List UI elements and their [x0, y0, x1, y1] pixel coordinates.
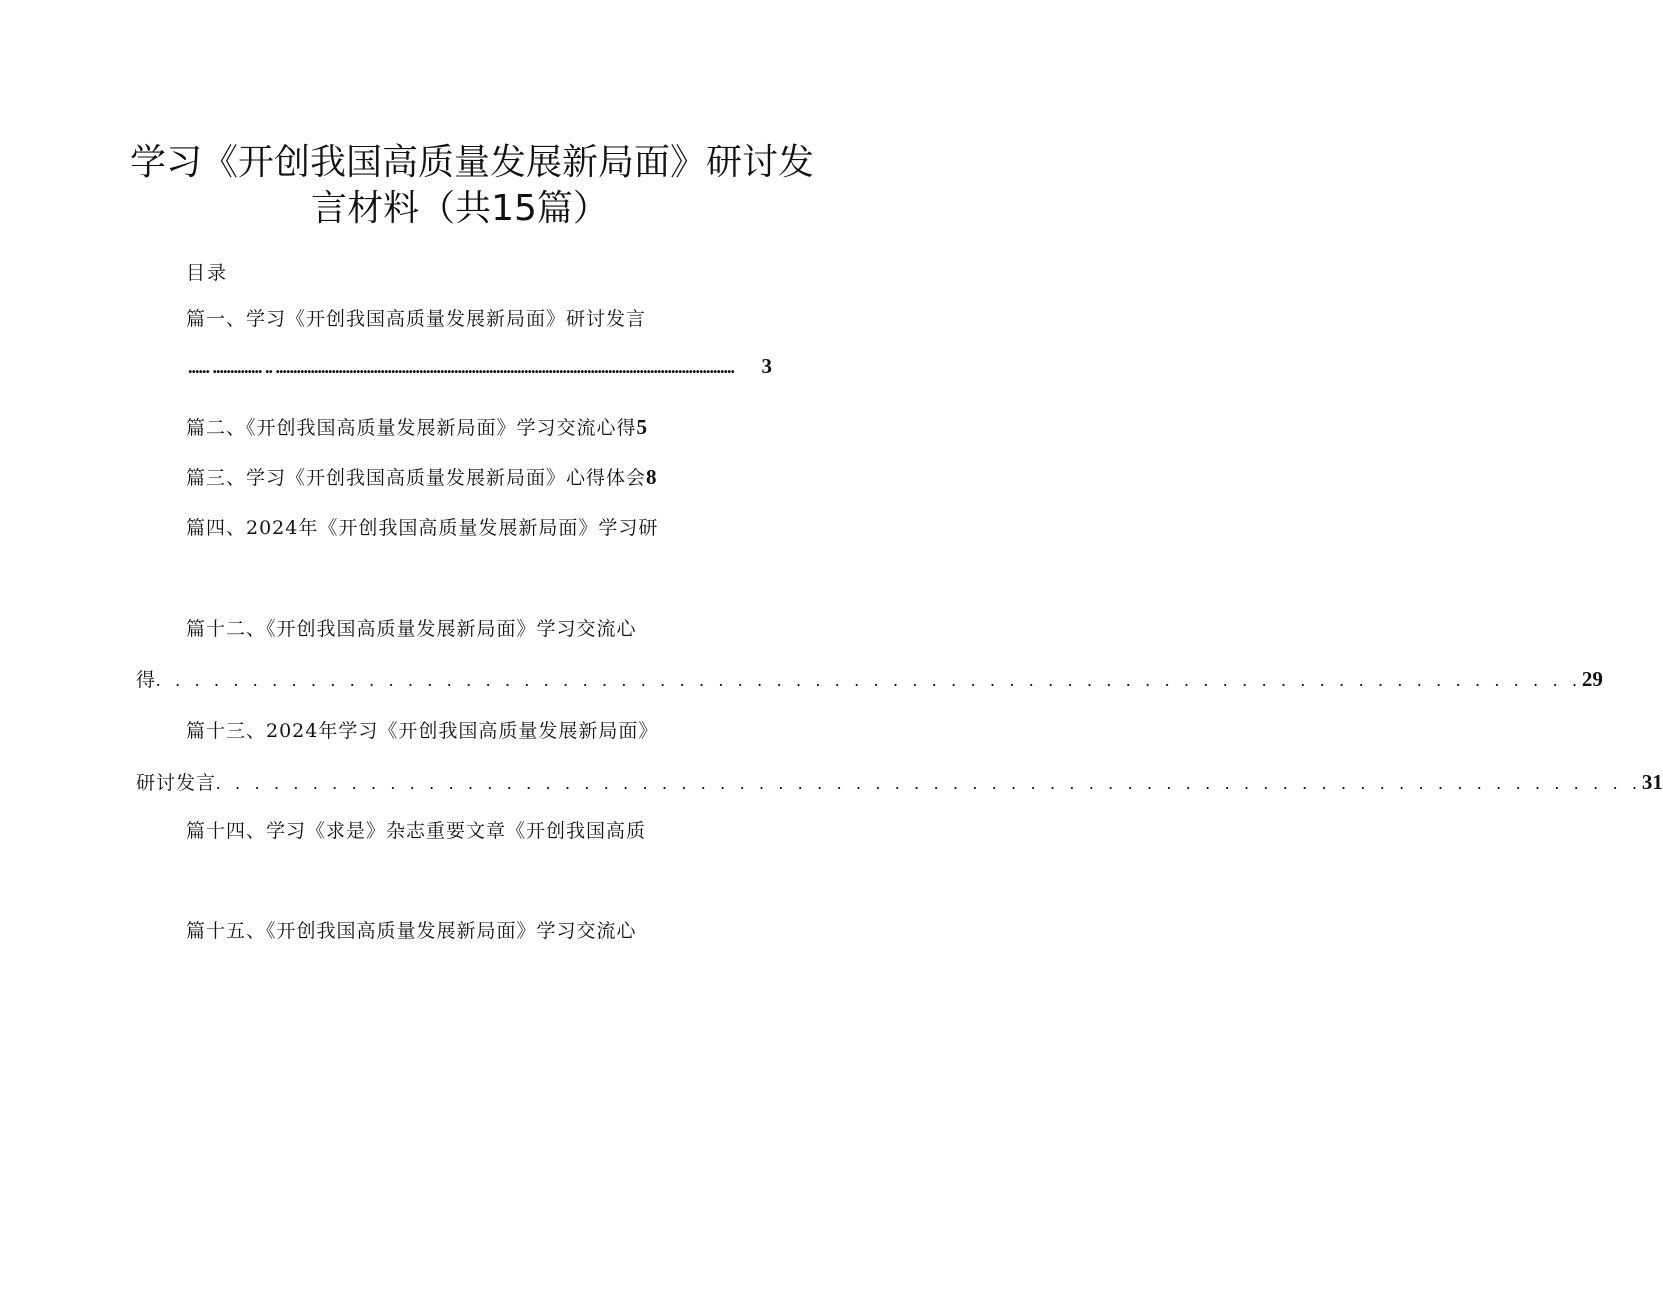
toc-entry-2-page: 5: [636, 415, 649, 439]
toc-entry-13-dots: . . . . . . . . . . . . . . . . . . . . . . . . . . . . . . . . . . . . . . . . . . . . . . . . . . . . . . . . . . . . . . . . . . . . . . . . . .: [216, 773, 1642, 793]
toc-entry-12-leader: [136, 665, 1603, 692]
toc-entry-1-dots: ...... .............. .. ...................................................................................................................................: [188, 357, 734, 377]
toc-entry-12-dots: . . . . . . . . . . . . . . . . . . . . . . . . . . . . . . . . . . . . . . . . . . . . . . . . . . . . . . . . . . . . . . . . . . . . . . . . . .: [156, 670, 1582, 690]
toc-entry-1-title[interactable]: 篇一、学习《开创我国高质量发展新局面》研讨发言: [186, 308, 647, 330]
toc-entry-13-title[interactable]: 篇十三、2024年学习《开创我国高质量发展新局面》: [186, 720, 659, 742]
document-title-line-2: 言材料（共15篇）: [311, 188, 609, 229]
toc-entry-12-page[interactable]: 29: [1581, 667, 1603, 691]
toc-entry-15-title[interactable]: 篇十五、《开创我国高质量发展新局面》学习交流心: [186, 920, 637, 942]
toc-entry-3-title: 篇三、学习《开创我国高质量发展新局面》心得体会: [186, 467, 647, 489]
toc-entry-14-title[interactable]: 篇十四、学习《求是》杂志重要文章《开创我国高质: [186, 820, 647, 842]
toc-entry-2[interactable]: [186, 413, 648, 440]
toc-entry-4-title[interactable]: 篇四、2024年《开创我国高质量发展新局面》学习研: [186, 517, 659, 539]
toc-entry-13-continuation: 研讨发言: [136, 772, 217, 794]
toc-entry-12-title[interactable]: 篇十二、《开创我国高质量发展新局面》学习交流心: [186, 618, 637, 640]
toc-entry-3-page: 8: [646, 465, 658, 489]
document-title-line-1: 学习《开创我国高质量发展新局面》研讨发: [130, 142, 815, 183]
toc-heading: 目录: [186, 262, 229, 284]
toc-entry-1-page[interactable]: 3: [761, 354, 772, 378]
toc-entry-13-leader: [136, 768, 1663, 795]
toc-entry-12-continuation: 得: [136, 669, 157, 691]
toc-entry-1-leader: [188, 354, 772, 379]
toc-entry-13-page[interactable]: 31: [1641, 770, 1663, 794]
toc-entry-3[interactable]: [186, 463, 658, 490]
toc-entry-2-title: 篇二、《开创我国高质量发展新局面》学习交流心得: [186, 417, 637, 439]
